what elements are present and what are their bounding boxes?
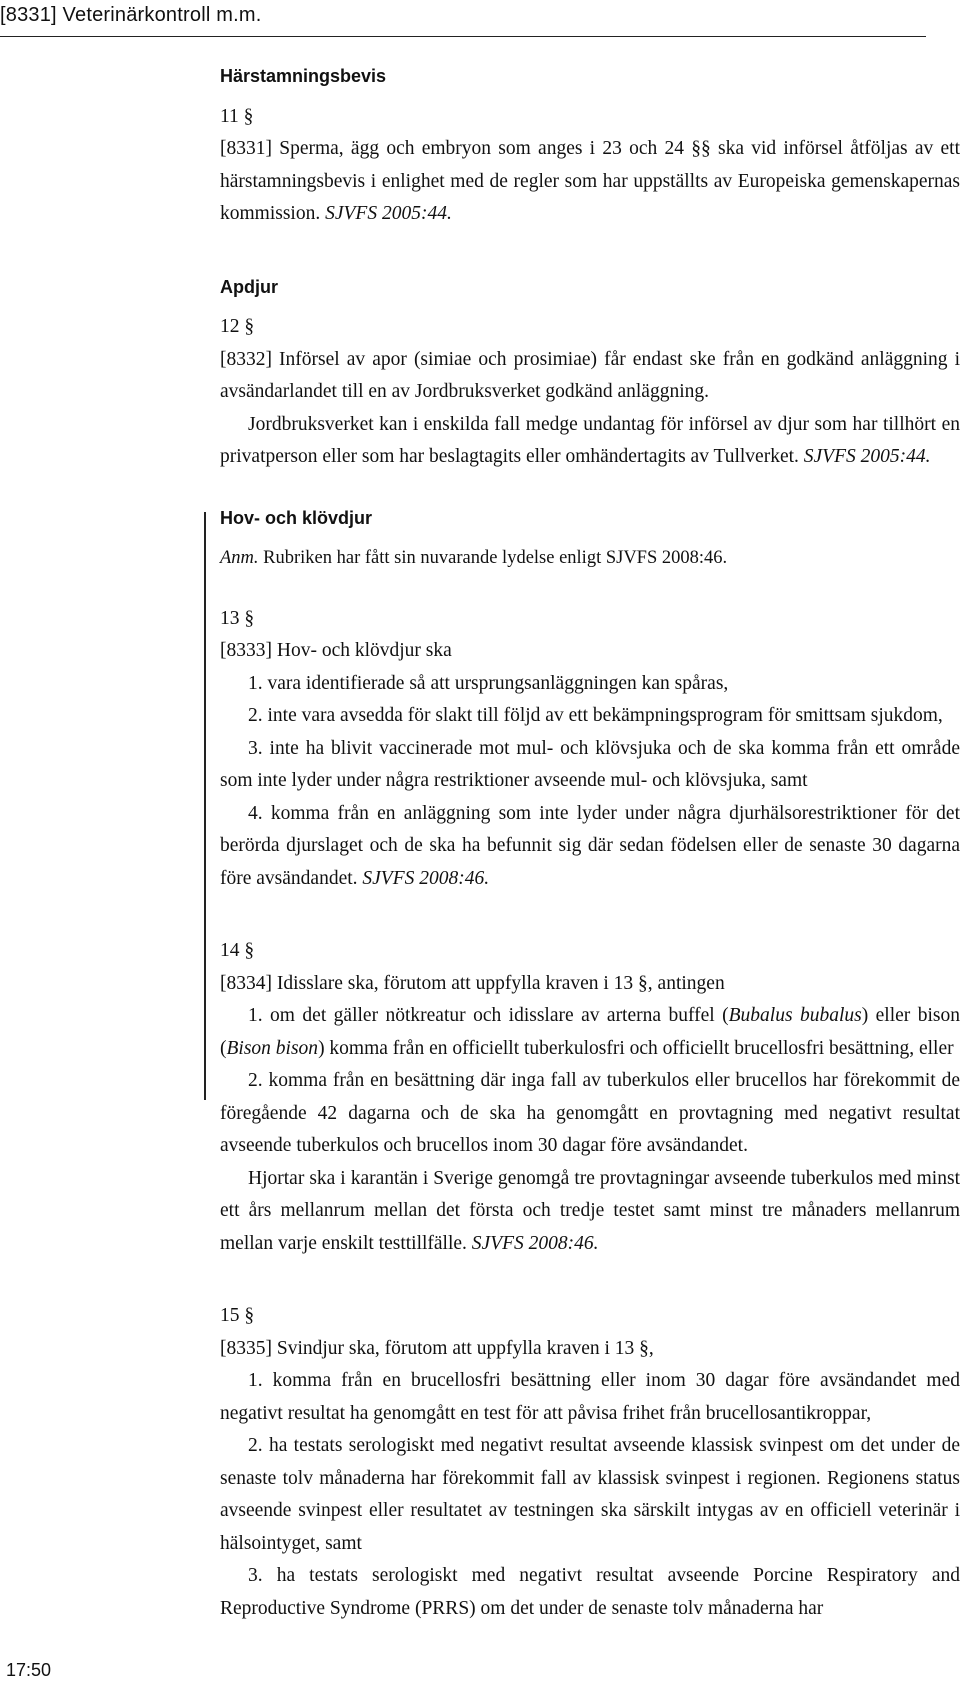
section-14-intro: [8334] Idisslare ska, förutom att uppfylla kraven i 13 §, antingen [220, 972, 725, 994]
annotation-note: Anm. Rubriken har fått sin nuvarande lydelse enligt SJVFS 2008:46. [220, 548, 728, 568]
change-bar [204, 512, 206, 1100]
section-14-item-1: 1. om det gäller nötkreatur och idisslare av arterna buffel (Bubalus bubalus) eller bison (Bison bison) komma från en officiellt tuberkulosfri och officiellt brucellosfri besättning, eller [220, 1005, 960, 1059]
footer-timestamp: 17:50 [6, 1660, 52, 1680]
sjvfs-reference: SJVFS 2005:44. [325, 203, 452, 224]
section-13-item-1: 1. vara identifierade så att ursprungsanläggningen kan spåras, [248, 672, 729, 694]
section-13-number: 13 § [220, 607, 255, 629]
section-15-intro: [8335] Svindjur ska, förutom att uppfylla kraven i 13 §, [220, 1337, 654, 1359]
section-13-item-3: 3. inte ha blivit vaccinerade mot mul- och klövsjuka och de ska komma från ett område som inte lyder under några restriktioner avseende mul- och klövsjuka, samt [220, 737, 960, 791]
sjvfs-reference: SJVFS 2008:46. [362, 867, 490, 889]
species-name: Bison bison [226, 1037, 319, 1059]
section-13-item-4: 4. komma från en anläggning som inte lyder under några djurhälsorestriktioner för det berörda djurslaget och de ska ha befunnit sig där sedan födelsen eller de senaste 30 dagarna före avsändandet. SJVFS 2008:46. [220, 802, 960, 889]
document-header: [8331] Veterinärkontroll m.m. [0, 4, 262, 26]
section-13-intro: [8333] Hov- och klövdjur ska [220, 640, 452, 661]
section-11-text: [8331] Sperma, ägg och embryon som anges i 23 och 24 §§ ska vid införsel åtföljas av ett härstamningsbevis i enlighet med de regler som har uppställts av Europeiska gemenskapernas kommission. SJVFS 2005:44. [220, 138, 960, 224]
section-12-paragraph-1: [8332] Införsel av apor (simiae och prosimiae) får endast ske från en godkänd anläggning i avsändarlandet till en av Jordbruksverket godkänd anläggning. [220, 348, 960, 402]
section-14-paragraph-hjortar: Hjortar ska i karantän i Sverige genomgå tre provtagningar avseende tuberkulos med minst ett års mellanrum mellan det första och tredje testet samt minst tre månaders mellanrum mellan varje enskilt testtillfälle. SJVFS 2008:46. [220, 1167, 960, 1254]
heading-harstamningsbevis: Härstamningsbevis [220, 66, 387, 86]
section-15-item-2: 2. ha testats serologiskt med negativt resultat avseende klassisk svinpest om det under de senaste tolv månaderna har förekommit fall av klassisk svinpest i regionen. Regionens status avseende svinpest eller resultatet av testningen ska särskilt intygas av en officiell veterinär i hälsointyget, samt [220, 1435, 960, 1554]
heading-apdjur: Apdjur [220, 276, 278, 297]
document-body [220, 60, 960, 1625]
section-15-item-3: 3. ha testats serologiskt med negativt resultat avseende Porcine Respiratory and Reproductive Syndrome (PRRS) om det under de senaste tolv månaderna har [220, 1565, 960, 1619]
heading-hov-och-klovdjur: Hov- och klövdjur [220, 507, 373, 528]
sjvfs-reference: SJVFS 2008:46. [471, 1232, 599, 1254]
header-rule [0, 36, 926, 37]
section-15-number: 15 § [220, 1305, 255, 1326]
sjvfs-reference: SJVFS 2005:44. [803, 446, 931, 467]
section-15-item-1: 1. komma från en brucellosfri besättning eller inom 30 dagar före avsändandet med negativt resultat ha genomgått en test för att påvisa frihet från brucellosantikroppar, [220, 1370, 960, 1424]
section-14-item-2: 2. komma från en besättning där inga fall av tuberkulos eller brucellos har förekommit de föregående 42 dagarna och de ska ha genomgått en provtagning med negativt resultat avseende tuberkulos och brucellos inom 30 dagar före avsändandet. [220, 1070, 960, 1156]
section-14-number: 14 § [220, 940, 255, 961]
species-name: Bubalus bubalus [728, 1005, 862, 1026]
section-12-number: 12 § [220, 316, 255, 337]
section-13-item-2: 2. inte vara avsedda för slakt till följd av ett bekämpningsprogram för smittsam sjukdom, [248, 705, 943, 726]
section-12-paragraph-2: Jordbruksverket kan i enskilda fall medge undantag för införsel av djur som har tillhört en privatperson eller som har beslagtagits eller omhändertagits av Tullverket. SJVFS 2005:44. [220, 413, 960, 467]
section-11-number: 11 § [220, 105, 254, 127]
